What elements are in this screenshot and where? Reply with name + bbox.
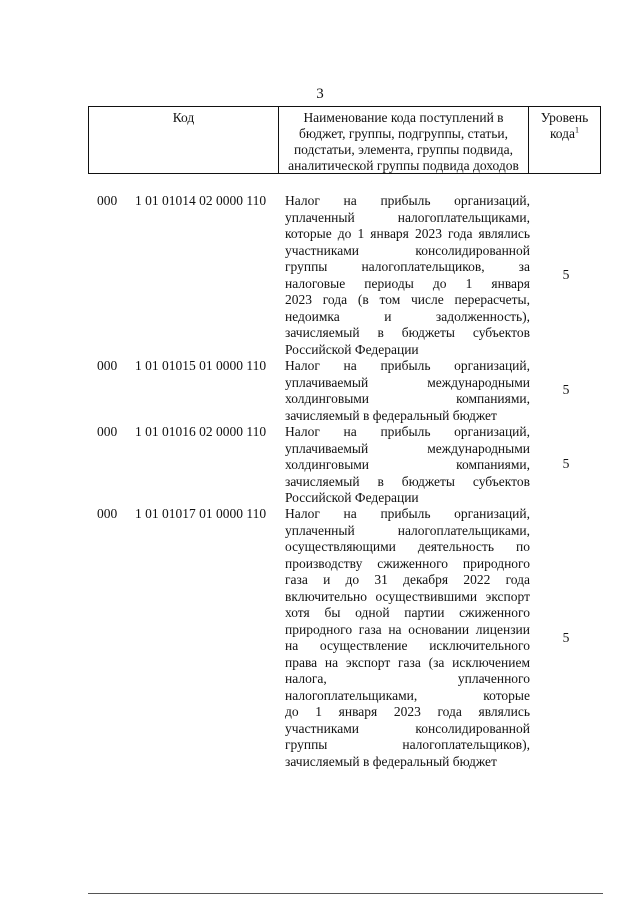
description-line: налогоплательщиками, которые xyxy=(285,687,530,703)
header-name-line: бюджет, группы, подгруппы, статьи, xyxy=(299,126,508,141)
description-line: которые до 1 января 2023 года являлись xyxy=(285,226,530,241)
description-line: уплаченный налогоплательщиками, xyxy=(285,209,530,225)
description-line: группы налогоплательщиков, за xyxy=(285,259,530,274)
description-line: на осуществление исключительного xyxy=(285,638,530,653)
level-value: 5 xyxy=(562,382,570,397)
level-value: 5 xyxy=(562,267,570,282)
description-line: производству сжиженного природного xyxy=(285,555,530,571)
header-name-line: подстатьи, элемента, группы подвида, xyxy=(293,142,514,157)
revenue-description xyxy=(285,506,530,770)
revenue-code: 1 01 01016 02 0000 110 xyxy=(135,424,267,439)
description-line: налоговые периоды до 1 января xyxy=(285,275,530,291)
revenue-code: 1 01 01015 01 0000 110 xyxy=(135,358,267,373)
header-level-line: Уровень xyxy=(540,110,589,125)
description-line: Российской Федерации xyxy=(285,341,419,357)
level-value: 5 xyxy=(562,630,570,645)
description-line: 2023 года (в том числе перерасчеты, xyxy=(285,292,530,307)
description-line: налога, уплаченного xyxy=(285,671,530,686)
description-line: зачисляемый в федеральный бюджет xyxy=(285,407,497,423)
admin-code: 000 xyxy=(97,506,118,521)
admin-code: 000 xyxy=(97,358,118,373)
description-line: Налог на прибыль организаций, xyxy=(285,424,530,439)
header-level-word: кода xyxy=(549,126,576,141)
description-line: уплачиваемый международными xyxy=(285,440,530,456)
revenue-description xyxy=(285,193,530,358)
admin-code: 000 xyxy=(97,193,118,208)
description-line: включительно осуществившими экспорт xyxy=(285,588,530,604)
footnote-mark: 1 xyxy=(575,125,580,135)
revenue-code: 1 01 01014 02 0000 110 xyxy=(135,193,267,208)
description-line: зачисляемый в бюджеты субъектов xyxy=(285,473,530,489)
page-number: 3 xyxy=(316,86,324,102)
header-name-line: аналитической группы подвида доходов xyxy=(288,158,519,173)
description-line: уплачиваемый международными xyxy=(285,374,530,390)
description-line: Налог на прибыль организаций, xyxy=(285,193,530,208)
header-name-cell xyxy=(279,107,529,173)
revenue-description xyxy=(285,358,530,424)
description-line: уплаченный налогоплательщиками, xyxy=(285,522,530,538)
header-code-cell: Код xyxy=(89,107,279,173)
description-line: хотя бы одной партии сжиженного xyxy=(285,605,530,620)
description-line: участниками консолидированной xyxy=(285,720,530,736)
revenue-code: 1 01 01017 01 0000 110 xyxy=(135,506,267,521)
revenue-description xyxy=(285,424,530,507)
admin-code: 000 xyxy=(97,424,118,439)
description-line: холдинговыми компаниями, xyxy=(285,391,530,406)
description-line: зачисляемый в федеральный бюджет xyxy=(285,753,497,769)
description-line: недоимка и задолженность), xyxy=(285,308,530,324)
description-line: участниками консолидированной xyxy=(285,242,530,258)
description-line: зачисляемый в бюджеты субъектов xyxy=(285,325,530,340)
description-line: холдинговыми компаниями, xyxy=(285,457,530,472)
bottom-divider xyxy=(88,893,603,894)
description-line: Российской Федерации xyxy=(285,490,419,505)
description-line: группы налогоплательщиков), xyxy=(285,737,530,752)
header-name-line: Наименование кода поступлений в xyxy=(303,110,504,125)
description-line: права на экспорт газа (за исключением xyxy=(285,654,530,670)
description-line: газа и до 31 декабря 2022 года xyxy=(285,572,530,587)
level-value: 5 xyxy=(562,456,570,471)
description-line: Налог на прибыль организаций, xyxy=(285,506,530,521)
description-line: осуществляющими деятельность по xyxy=(285,539,530,554)
description-line: Налог на прибыль организаций, xyxy=(285,358,530,373)
table-header xyxy=(88,106,601,174)
header-level-line-2 xyxy=(529,126,600,142)
description-line: природного газа на основании лицензии xyxy=(285,621,530,637)
description-line: до 1 января 2023 года являлись xyxy=(285,704,530,719)
header-level-cell xyxy=(529,107,600,173)
